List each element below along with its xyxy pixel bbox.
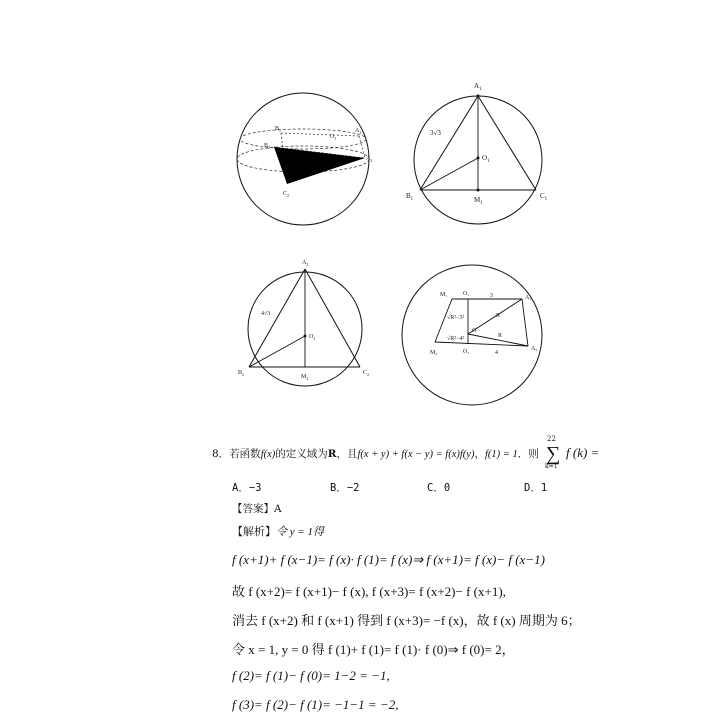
label-o: O [472,328,477,334]
step-5: f (2)= f (1)− f (0)= 1−2 = −1, [232,668,390,683]
option-c[interactable] [427,480,450,495]
question-domain-r: R [327,448,337,460]
question-condition: f(x + y) + f(x − y) = f(x)f(y) [357,449,475,460]
label-o1: $O_1$ [330,134,337,141]
sum-body: f (k) = [566,445,600,460]
step-3: 消去 f (x+2) 和 f (x+1) 得到 f (x+3)= −f (x)，故 f (x) 周期为 6； [232,613,581,628]
question-f1: f(1) = 1 [484,449,518,460]
answer-label: 【答案】 [232,503,274,515]
question-fx: f(x) [260,449,276,460]
question-text-b: 的定义域为 [275,448,328,460]
option-a[interactable] [232,480,261,495]
label-a2: $A_2$ [302,260,309,267]
analysis-line [232,523,324,539]
question-number: 8． [212,448,230,460]
sum-lower-limit: k=1 [545,463,558,470]
label-root-r2-minus-9: √R²−3² [447,315,465,321]
label-b2: $B_2$ [238,370,245,377]
analysis-label: 【解析】 [232,525,276,538]
option-d-label: D． [524,482,541,494]
question-text-e: ．则 [517,448,539,460]
option-b-value: −2 [346,482,360,494]
label-m2: $M_2$ [301,374,309,381]
question-text-c: ，且 [336,448,358,460]
label-o2: $O_2$ [309,334,316,341]
step-1: f (x+1)+ f (x−1)= f (x)· f (1)= f (x)⇒ f (x+1)= f (x)− f (x−1) [232,552,545,567]
step-6: f (3)= f (2)− f (1)= −1−1 = −2, [232,697,399,712]
label-c2: $C_2$ [283,191,290,198]
label-side-3root3: 3√3 [430,129,441,137]
analysis-text: 令 y = 1得 [276,526,325,538]
label-a2: $A_2$ [366,156,373,163]
label-three: 3 [490,293,493,299]
question-text-d: ， [474,448,485,460]
sigma-glyph: ∑ [546,443,561,465]
label-side-4root3: 4√3 [261,311,271,317]
label-root-r2-minus-16: √R²−4² [447,336,465,342]
option-c-value: 0 [443,482,451,494]
label-four: 4 [495,350,498,356]
label-o2: O₂ [463,349,470,355]
label-a1: $A_1$ [474,82,482,92]
answer-value: A [274,503,282,515]
question-text-a: 若函数 [229,448,261,460]
label-a1: $A_1$ [355,128,362,135]
label-m2: M₂ [430,350,438,356]
label-b2: $B_2$ [264,143,271,150]
answer-line [232,501,282,516]
label-m1: $M_1$ [474,196,483,206]
label-c1: $C_1$ [540,192,548,202]
option-a-value: −3 [248,482,262,494]
label-b1: $B_1$ [275,126,282,133]
label-r-lower: R [498,333,503,339]
label-a2: A₂ [531,346,538,352]
label-o1: $O_1$ [482,154,490,164]
label-c2: $C_2$ [363,370,370,377]
sum-upper-limit: 22 [547,435,556,443]
option-a-label: A． [232,482,249,494]
summation-symbol [544,435,564,470]
option-b[interactable] [330,480,359,495]
label-o1: O₁ [463,291,470,297]
question-8 [212,435,600,470]
step-2: 故 f (x+2)= f (x+1)− f (x), f (x+3)= f (x+2)− f (x+1), [232,584,506,599]
option-d-value: 1 [540,482,548,494]
label-m1: M₁ [440,292,448,298]
step-4: 令 x = 1, y = 0 得 f (1)+ f (1)= f (1)· f (0)⇒ f (0)= 2， [232,642,515,657]
label-b1: $B_1$ [406,192,414,202]
option-c-label: C． [427,482,444,494]
option-b-label: B． [330,482,347,494]
label-a1: A₁ [525,295,532,301]
label-r-upper: R [496,313,501,319]
option-d[interactable] [524,480,547,495]
